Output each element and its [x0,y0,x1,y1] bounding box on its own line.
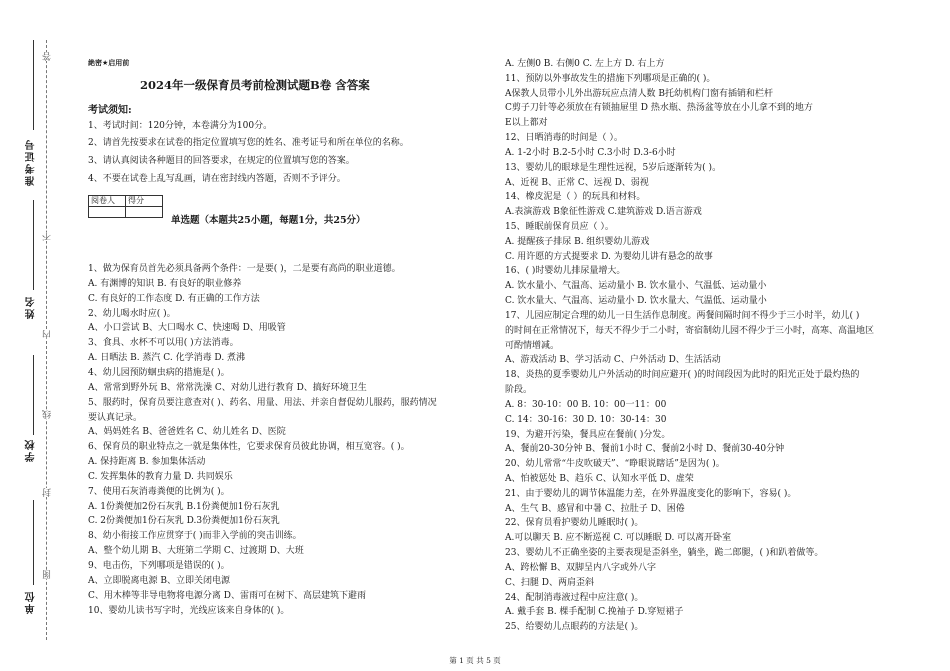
question-line: A、怕被惩处 B、趋乐 C、认知水平低 D、虚荣 [505,473,694,484]
secret-label: 絶密★启用前 [88,59,130,67]
notice-item: 4、不要在试卷上乱写乱画，请在密封线内答题，否则不予评分。 [88,174,346,184]
question-line: A、立即脱离电源 B、立即关闭电源 [88,575,230,586]
question-line: 17、儿园应制定合理的幼儿一日生活作息制度。两餐间隔时间不得少于三小时半，幼儿( ) [505,310,860,321]
notice-item: 3、请认真阅读各种题目的回答要求，在规定的位置填写您的答案。 [88,156,355,166]
unit-underline [33,500,34,585]
question-line: A、生气 B、感冒和中暑 C、拉肚子 D、困倦 [505,503,685,514]
question-line: 可酌情增减。 [505,340,560,351]
question-line: C. 饮水量大、气温高、运动量小 D. 饮水量大、气温低、运动量小 [505,296,767,307]
question-line: C、扫腿 D、两肩歪斜 [505,577,594,588]
seal-line [46,40,47,640]
page-footer: 第 1 页 共 5 页 [449,656,501,665]
question-line: 要认真记录。 [88,412,143,423]
question-line: A. 戴手套 B. 棵手配制 C.挽袖子 D.穿短裙子 [505,607,684,618]
seal-mark: 答 [43,52,53,61]
question-line: 1、做为保育员首先必须具备两个条件：一是要( )，二是要有高尚的职业道德。 [88,264,401,274]
question-line: 16、( )时婴幼儿排尿量增大。 [505,266,626,277]
question-line: E以上都对 [505,118,548,129]
question-line: 11、预防以外事故发生的措施下列哪项是正确的( )。 [505,73,716,84]
score-cell[interactable] [126,207,163,218]
question-line: A保教人员带小儿外出游玩应点清人数 B托幼机构门窗有插销和栏杆 [505,88,773,99]
question-line: C. 2份粪便加1份石灰乳 D.3份粪便加1份石灰乳 [88,516,280,527]
question-line: A.表演游戏 B象征性游戏 C.建筑游戏 D.语言游戏 [505,207,702,218]
seal-mark: 不 [43,232,53,241]
binding-margin [0,0,60,671]
question-line: 5、服药时，保育员要注意查对( )、药名、用量、用法、并亲自督促幼儿服药，服药情况 [88,397,437,408]
name-label: 姓名 [26,295,37,319]
question-line: A、游戏活动 B、学习活动 C、户外活动 D、生活活动 [505,355,721,366]
question-line: 4、幼儿园预防蛔虫病的措施是( )。 [88,367,230,378]
question-line: A、跨松懈 B、双脚呈内八字或外八字 [505,562,656,573]
score-header: 得分 [126,196,163,207]
question-line: A. 饮水量小、气温高、运动量小 B. 饮水量小、气温低、运动量小 [505,281,767,292]
question-line: A. 1份粪便加2份石灰乳 B.1份粪便加1份石灰乳 [88,501,280,512]
seal-mark: 封 [43,488,53,497]
question-line: 12、日晒消毒的时间是（ ）。 [505,133,623,144]
question-line: C. 发挥集体的教育力量 D. 共同娱乐 [88,471,233,482]
question-line: A、妈妈姓名 B、爸爸姓名 C、幼儿姓名 D、医院 [88,427,286,438]
seal-mark: 线 [43,410,53,419]
question-line: A、整个幼儿期 B、大班第二学期 C、过渡期 D、大班 [88,546,304,557]
question-line: 8、幼小衔接工作应贯穿于( )而非入学前的突击训练。 [88,531,302,542]
question-line: 23、婴幼儿不正确坐姿的主要表现是歪斜坐，躺坐，跪二郎腿，( )和趴着做等。 [505,548,824,559]
question-line: 6、保育员的职业特点之一就是集体性，它要求保育员彼此协调，相互宽容。( )。 [88,442,410,453]
question-line: A、常常到野外玩 B、常常洗澡 C、对幼儿进行教育 D、搞好环境卫生 [88,382,367,393]
question-line: A. 有渊博的知识 B. 有良好的职业修养 [88,278,242,289]
question-line: 10、婴幼儿读书写字时，光线应该来自身体的( )。 [88,605,290,616]
question-line: 15、睡眠前保育员应（ ）。 [505,222,614,233]
notice-item: 1、考试时间：120分钟，本卷满分为100分。 [88,121,273,131]
question-line: A、餐前20-30分钟 B、餐前1小时 C、餐前2小时 D、餐前30-40分钟 [505,444,785,455]
question-line: 2、幼儿喝水时应( )。 [88,308,176,319]
question-line: 25、给婴幼儿点眼药的方法是( )。 [505,622,644,633]
question-line: 3、食具、水杯不可以用( )方法消毒。 [88,338,239,349]
question-line: 9、电击伤，下列哪项是错误的( )。 [88,561,230,571]
question-line: 18、炎热的夏季婴幼儿户外活动的时间应避开( )的时间段因为此时的阳光正处于最灼热的 [505,370,860,381]
question-line: 19、为避开污染，餐具应在餐前( )分发。 [505,429,671,440]
name-underline [33,200,34,290]
question-line: 13、婴幼儿的眼球是生理性远视，5岁后逐渐转为( )。 [505,162,722,173]
seal-mark: 内 [43,330,53,339]
question-line: C. 有良好的工作态度 D. 有正确的工作方法 [88,293,260,304]
section-heading: 单选题（本题共25小题，每题1分，共25分） [171,215,366,226]
question-line: 的时间在正常情况下，每天不得少于二小时，寄宿制幼儿园不得少于三小时，高寒、高温地区 [505,325,875,336]
score-table [88,195,163,218]
exam-number-label: 准考证号 [26,138,37,186]
question-line: A. 提醒孩子排尿 B. 组织婴幼儿游戏 [505,236,650,247]
question-line: C剪子刀针等必须放在有锁抽屉里 D 热水瓶、热汤盆等放在小儿拿不到的地方 [505,103,813,114]
question-line: C. 14：30-16：30 D. 10：30-14：30 [505,414,667,425]
question-line: A.可以聊天 B. 应不断巡视 C. 可以睡眠 D. 可以离开卧室 [505,533,732,544]
reviewer-cell[interactable] [89,207,126,218]
question-line: C. 用许愿的方式提要求 D. 为婴幼儿讲有悬念的故事 [505,251,713,262]
question-line: C、用木棒等非导电物将电源分离 D、雷雨可在树下、高层建筑下避雨 [88,590,366,601]
question-line: A、小口尝试 B、大口喝水 C、快速喝 D、用吸管 [88,323,286,334]
question-line: 阶段。 [505,385,533,396]
question-line: 7、使用石灰消毒粪便的比例为( )。 [88,486,230,497]
question-line: 21、由于婴幼儿的调节体温能力差，在外界温度变化的影响下，容易( )。 [505,488,797,499]
question-line: 24、配制消毒液过程中应注意( )。 [505,592,644,603]
seal-mark: 图 [43,570,53,579]
exam-number-underline [33,40,34,130]
question-line: A. 左侧0 B. 右侧0 C. 左上方 D. 右上方 [505,59,665,69]
school-underline [33,355,34,435]
question-line: 22、保育员看护婴幼儿睡眠时( )。 [505,518,644,529]
notice-title: 考试须知: [88,105,132,116]
question-line: A. 8：30-10：00 B. 10：00一11：00 [505,399,667,410]
question-line: A、近视 B、正常 C、远视 D、弱视 [505,177,649,188]
question-line: A. 1-2小时 B.2-5小时 C.3小时 D.3-6小时 [505,147,676,158]
school-label: 学校 [26,438,37,462]
page-title: 2024年一级保育员考前检测试题B卷 含答案 [140,78,370,92]
question-line: A. 保持距离 B. 参加集体活动 [88,457,206,468]
question-line: 20、幼儿常常“牛皮吹破天”、“睁眼说瞎话”是因为( )。 [505,459,725,470]
question-line: A. 日晒法 B. 蒸汽 C. 化学消毒 D. 煮沸 [88,353,246,364]
question-line: 14、橡皮泥是（ ）的玩具和材料。 [505,192,646,203]
reviewer-header: 阅卷人 [89,196,126,207]
notice-item: 2、请首先按要求在试卷的指定位置填写您的姓名、准考证号和所在单位的名称。 [88,138,409,148]
unit-label: 单位 [26,590,37,614]
